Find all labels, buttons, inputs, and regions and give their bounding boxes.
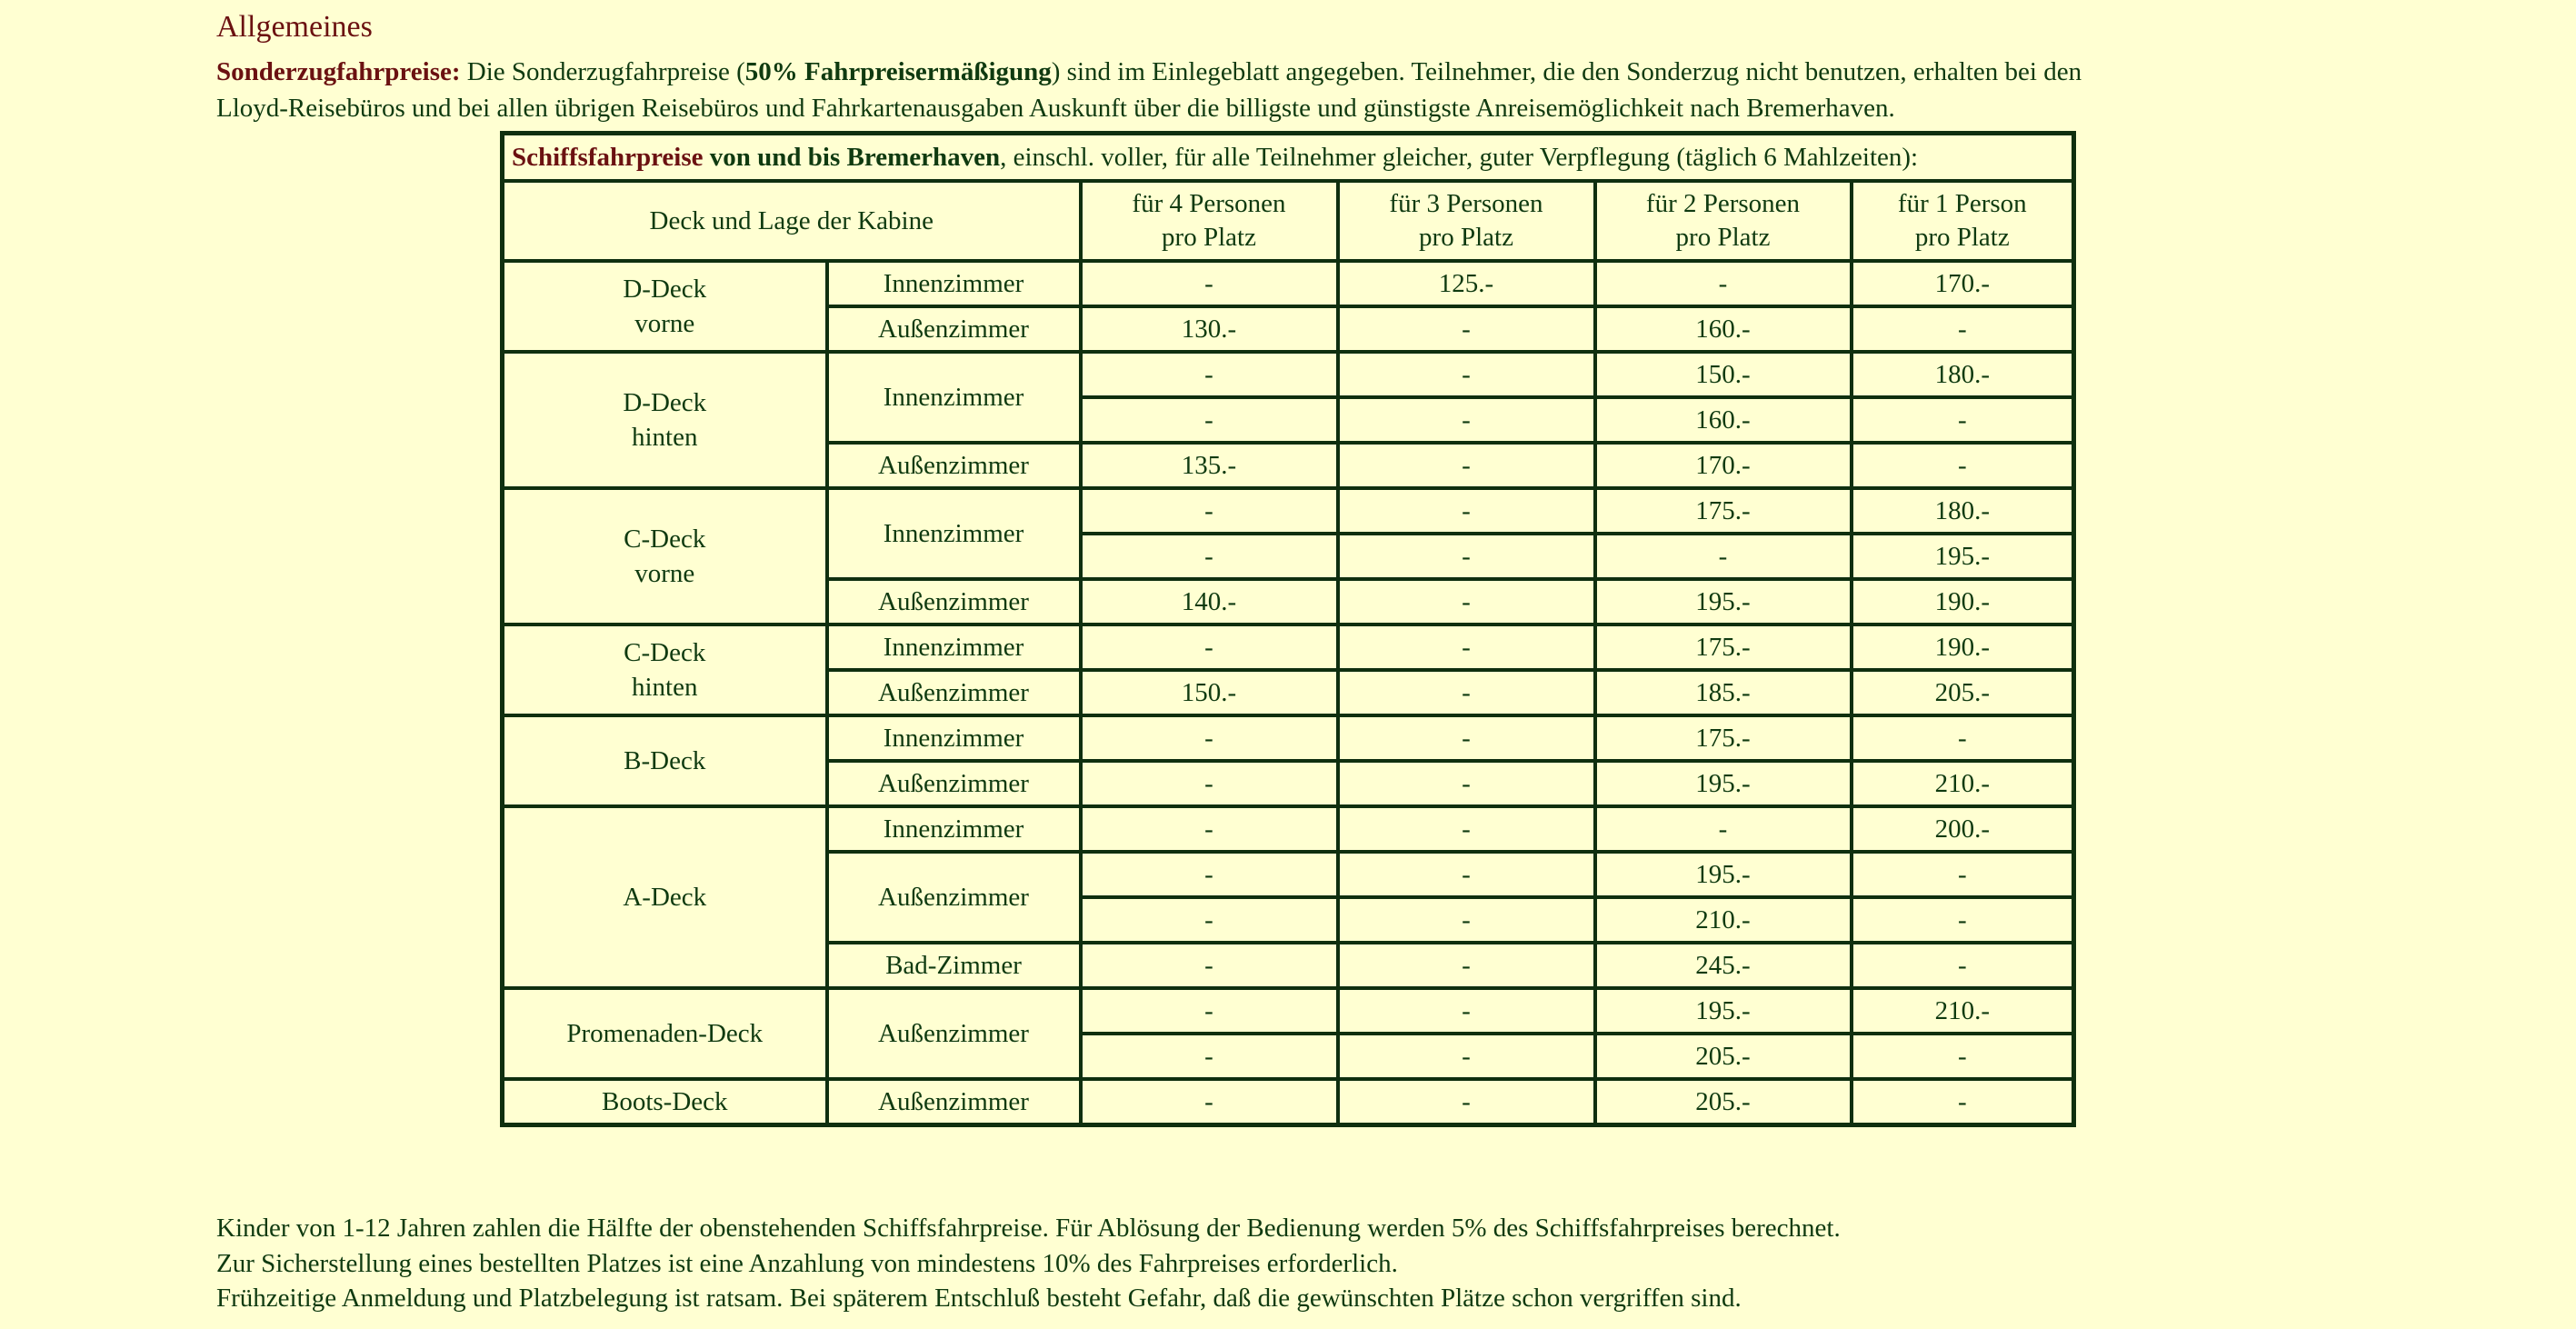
cabin-type-cell: Außenzimmer [827,852,1081,943]
price-cell: - [1852,897,2074,943]
price-cell: 150.- [1081,670,1338,715]
footer-note: Zur Sicherstellung eines bestellten Platzes ist eine Anzahlung von mindestens 10% des Fahrpreises erforderlich. [216,1248,1398,1278]
price-cell: 190.- [1852,625,2074,670]
price-cell: - [1852,943,2074,988]
header-deck-label: Deck und Lage der Kabine [503,181,1081,261]
price-cell: - [1338,443,1595,488]
price-cell: 175.- [1595,625,1852,670]
table-row [503,261,2074,306]
price-cell: - [1338,670,1595,715]
deck-name: D-Deck [623,388,707,417]
cabin-type-cell: Außenzimmer [827,1079,1081,1125]
table-row [503,488,2074,534]
cabin-type-cell: Außenzimmer [827,988,1081,1079]
header-line: pro Platz [1914,223,2010,252]
intro-line-2: Lloyd-Reisebüros und bei allen übrigen Reisebüros und Fahrkartenausgaben Auskunft über die billigste und günstigste Anreisemöglichkeit nach Bremerhaven. [216,94,1895,123]
price-cell: 205.- [1595,1079,1852,1125]
price-cell: - [1852,1079,2074,1125]
cabin-type-cell: Innenzimmer [827,625,1081,670]
intro-line-1 [216,54,2307,90]
price-cell: 190.- [1852,579,2074,625]
deck-name-cell [503,625,827,715]
footer-note: Kinder von 1-12 Jahren zahlen die Hälfte der obenstehenden Schiffsfahrpreise. Für Ablösung der Bedienung werden 5% des Schiffsfahrpreises berechnet. [216,1214,1841,1243]
price-cell: 135.- [1081,443,1338,488]
price-cell: 210.- [1852,988,2074,1034]
price-cell: 170.- [1595,443,1852,488]
cabin-type-cell: Innenzimmer [827,488,1081,579]
price-cell: 195.- [1595,988,1852,1034]
price-cell: - [1081,897,1338,943]
header-row [503,181,2074,261]
price-table [500,131,2076,1127]
footer-note: Frühzeitige Anmeldung und Platzbelegung ist ratsam. Bei späterem Entschluß besteht Gefahr, daß die gewünschten Plätze schon vergriffen sind. [216,1284,1742,1313]
price-cell: 195.- [1595,579,1852,625]
header-col-3-persons [1338,181,1595,261]
table-row [503,988,2074,1034]
intro-text-after: ) sind im Einlegeblatt angegeben. Teilnehmer, die den Sonderzug nicht benutzen, erhalten bei den [1051,57,2082,86]
price-cell: - [1081,761,1338,806]
price-cell: - [1595,806,1852,852]
price-cell: - [1852,715,2074,761]
cabin-type-cell: Innenzimmer [827,352,1081,443]
caption-row [503,134,2074,182]
section-title: Allgemeines [216,10,373,44]
price-cell: - [1338,943,1595,988]
header-col-2-persons [1595,181,1852,261]
price-cell: 175.- [1595,488,1852,534]
deck-name-cell [503,488,827,625]
price-cell: 130.- [1081,306,1338,352]
header-line: für 2 Personen [1645,189,1801,218]
price-cell: - [1081,352,1338,397]
caption-rest: , einschl. voller, für alle Teilnehmer gleicher, guter Verpflegung (täglich 6 Mahlzeiten): [1000,142,1919,172]
table-row [503,1079,2074,1125]
caption-bold: von und bis Bremerhaven [703,142,1001,172]
table-row [503,715,2074,761]
price-cell: 170.- [1852,261,2074,306]
price-cell: - [1338,306,1595,352]
deck-name: A-Deck [623,883,707,912]
header-col-4-persons [1081,181,1338,261]
deck-name-cell [503,715,827,806]
header-line: für 3 Personen [1389,189,1543,218]
cabin-type-cell: Außenzimmer [827,579,1081,625]
deck-name: Promenaden-Deck [566,1019,764,1048]
price-cell: - [1852,852,2074,897]
header-line: für 1 Person [1897,189,2027,218]
price-cell: 205.- [1852,670,2074,715]
price-cell: - [1852,443,2074,488]
deck-name: B-Deck [624,746,706,775]
price-cell: - [1081,261,1338,306]
price-cell: 150.- [1595,352,1852,397]
deck-name-cell [503,352,827,488]
price-cell: - [1081,806,1338,852]
price-cell: - [1081,715,1338,761]
price-cell: 195.- [1595,852,1852,897]
deck-position: vorne [634,309,695,338]
price-cell: - [1852,1034,2074,1079]
table-row [503,625,2074,670]
deck-name-cell [503,806,827,988]
deck-position: hinten [632,673,698,702]
header-line: für 4 Personen [1132,189,1286,218]
price-cell: 200.- [1852,806,2074,852]
header-line: pro Platz [1162,223,1256,252]
price-cell: - [1338,1034,1595,1079]
price-cell: - [1595,534,1852,579]
price-cell: 140.- [1081,579,1338,625]
table-row [503,352,2074,397]
deck-name-cell [503,261,827,352]
deck-name: D-Deck [623,275,707,304]
caption-highlight: Schiffsfahrpreise [512,142,704,172]
price-cell: - [1081,988,1338,1034]
price-cell: - [1081,488,1338,534]
price-cell: - [1338,715,1595,761]
cabin-type-cell: Innenzimmer [827,806,1081,852]
price-cell: 180.- [1852,488,2074,534]
price-cell: 210.- [1595,897,1852,943]
price-cell: 185.- [1595,670,1852,715]
header-line: pro Platz [1675,223,1771,252]
cabin-type-cell: Bad-Zimmer [827,943,1081,988]
price-cell: - [1081,625,1338,670]
price-table-body [503,261,2074,1125]
cabin-type-cell: Außenzimmer [827,670,1081,715]
price-cell: - [1081,534,1338,579]
table-row [503,806,2074,852]
deck-position: vorne [634,559,695,588]
footer-notes [216,1211,1841,1316]
price-cell: - [1852,306,2074,352]
deck-position: hinten [632,423,698,452]
deck-name-cell [503,988,827,1079]
price-cell: - [1338,852,1595,897]
price-cell: - [1338,806,1595,852]
price-cell: - [1081,1079,1338,1125]
deck-name: C-Deck [624,638,706,667]
price-cell: - [1338,488,1595,534]
price-cell: - [1338,352,1595,397]
price-cell: 125.- [1338,261,1595,306]
price-cell: 205.- [1595,1034,1852,1079]
price-cell: - [1081,1034,1338,1079]
price-cell: - [1338,988,1595,1034]
intro-paragraph [216,54,2307,126]
price-cell: - [1852,397,2074,443]
price-cell: - [1338,1079,1595,1125]
price-cell: - [1081,852,1338,897]
price-cell: 175.- [1595,715,1852,761]
header-col-1-person [1852,181,2074,261]
cabin-type-cell: Außenzimmer [827,761,1081,806]
price-cell: - [1338,625,1595,670]
price-cell: - [1338,897,1595,943]
cabin-type-cell: Außenzimmer [827,443,1081,488]
price-cell: 160.- [1595,306,1852,352]
cabin-type-cell: Innenzimmer [827,715,1081,761]
price-cell: - [1338,579,1595,625]
deck-name: Boots-Deck [601,1087,728,1116]
price-cell: - [1595,261,1852,306]
price-cell: 210.- [1852,761,2074,806]
price-cell: 180.- [1852,352,2074,397]
price-cell: - [1338,397,1595,443]
price-cell: 195.- [1852,534,2074,579]
cabin-type-cell: Außenzimmer [827,306,1081,352]
cabin-type-cell: Innenzimmer [827,261,1081,306]
header-line: pro Platz [1419,223,1513,252]
intro-label: Sonderzugfahrpreise: [216,57,461,86]
price-cell: - [1338,534,1595,579]
price-cell: - [1081,397,1338,443]
deck-name-cell [503,1079,827,1125]
deck-name: C-Deck [624,525,706,554]
intro-text-before: Die Sonderzugfahrpreise ( [460,57,745,86]
table-caption [503,134,2074,182]
price-cell: - [1081,943,1338,988]
price-cell: - [1338,761,1595,806]
price-cell: 245.- [1595,943,1852,988]
price-cell: 160.- [1595,397,1852,443]
intro-discount: 50% Fahrpreisermäßigung [744,57,1052,86]
price-cell: 195.- [1595,761,1852,806]
